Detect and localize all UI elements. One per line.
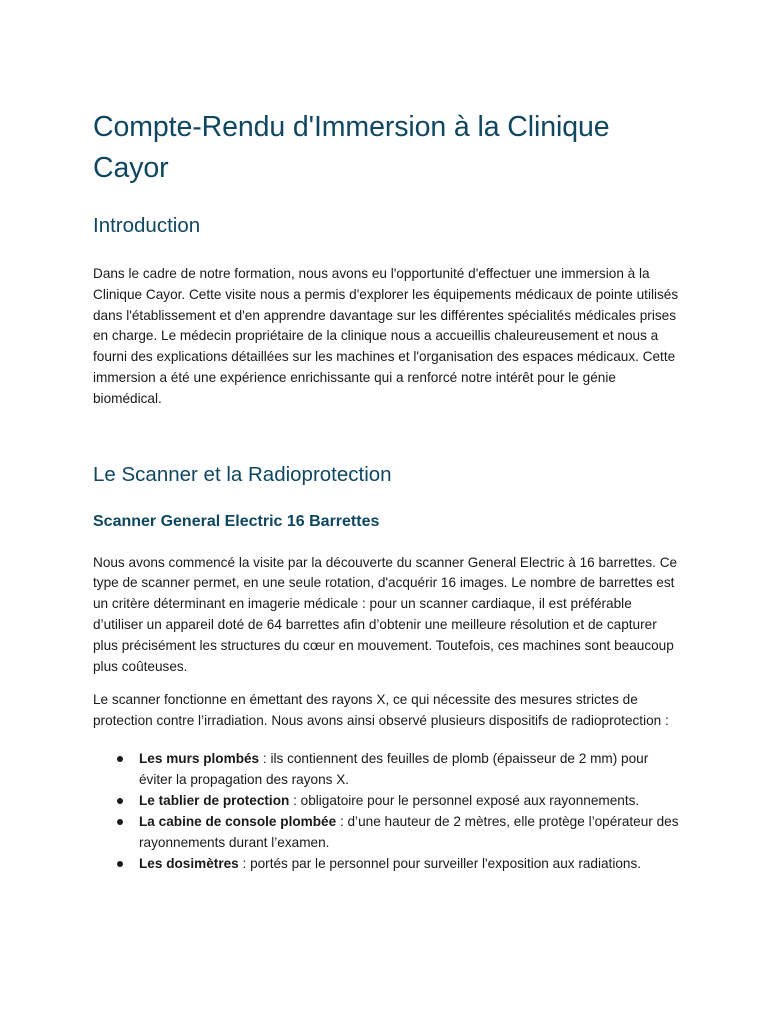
bullet-icon xyxy=(117,819,123,825)
list-item xyxy=(93,853,683,874)
list-item xyxy=(93,790,683,811)
list-item xyxy=(93,748,683,790)
introduction-heading: Introduction xyxy=(93,214,201,237)
list-item xyxy=(93,811,683,853)
document-page xyxy=(93,100,683,874)
bullet-icon xyxy=(117,861,123,867)
bullet-icon xyxy=(117,798,123,804)
list-item-term: Les dosimètres xyxy=(139,855,239,871)
list-item-text: : d’une hauteur de 2 mètres, elle protège l’opérateur des rayonnements durant l’examen. xyxy=(139,813,679,850)
scanner-paragraph-1: Nous avons commencé la visite par la découverte du scanner General Electric à 16 barrettes. Ce type de scanner permet, en une seule rotation, d'acquérir 16 images. Le nombre de barrettes est un critère déterminant en imagerie médicale : pour un scanner cardiaque, il est préférable d’utiliser un appareil doté de 64 barrettes afin d’obtenir une meilleure résolution et de capturer plus précisément les structures du cœur en mouvement. Toutefois, ces machines sont beaucoup plus coûteuses. xyxy=(93,554,678,674)
list-item-text: : portés par le personnel pour surveiller l'exposition aux radiations. xyxy=(238,855,642,871)
list-item-text: : ils contiennent des feuilles de plomb (épaisseur de 2 mm) pour éviter la propagation des rayons X. xyxy=(139,750,649,787)
introduction-paragraph: Dans le cadre de notre formation, nous avons eu l'opportunité d'effectuer une immersion à la Clinique Cayor. Cette visite nous a permis d'explorer les équipements médicaux de pointe utilisés dans l'établissement et d'en apprendre davantage sur les différentes spécialités médicales prises en charge. Le médecin propriétaire de la clinique nous a accueillis chaleureusement et nous a fourni des explications détaillées sur les machines et l'organisation des espaces médicaux. Cette immersion a été une expérience enrichissante qui a renforcé notre intérêt pour le génie biomédical. xyxy=(93,266,679,406)
document-title: Compte-Rendu d'Immersion à la Clinique Cayor xyxy=(93,111,610,184)
scanner-section-heading: Le Scanner et la Radioprotection xyxy=(93,462,392,486)
list-item-text: : obligatoire pour le personnel exposé aux rayonnements. xyxy=(289,792,640,808)
bullet-icon xyxy=(117,756,123,762)
scanner-paragraph-2: Le scanner fonctionne en émettant des rayons X, ce qui nécessite des mesures strictes de protection contre l’irradiation. Nous avons ainsi observé plusieurs dispositifs de radioprotection : xyxy=(93,692,669,729)
list-item-term: La cabine de console plombée xyxy=(139,813,337,829)
list-item-term: Les murs plombés xyxy=(139,750,260,766)
scanner-subheading: Scanner General Electric 16 Barrettes xyxy=(93,512,380,530)
radioprotection-list xyxy=(93,748,683,874)
list-item-term: Le tablier de protection xyxy=(139,792,290,808)
